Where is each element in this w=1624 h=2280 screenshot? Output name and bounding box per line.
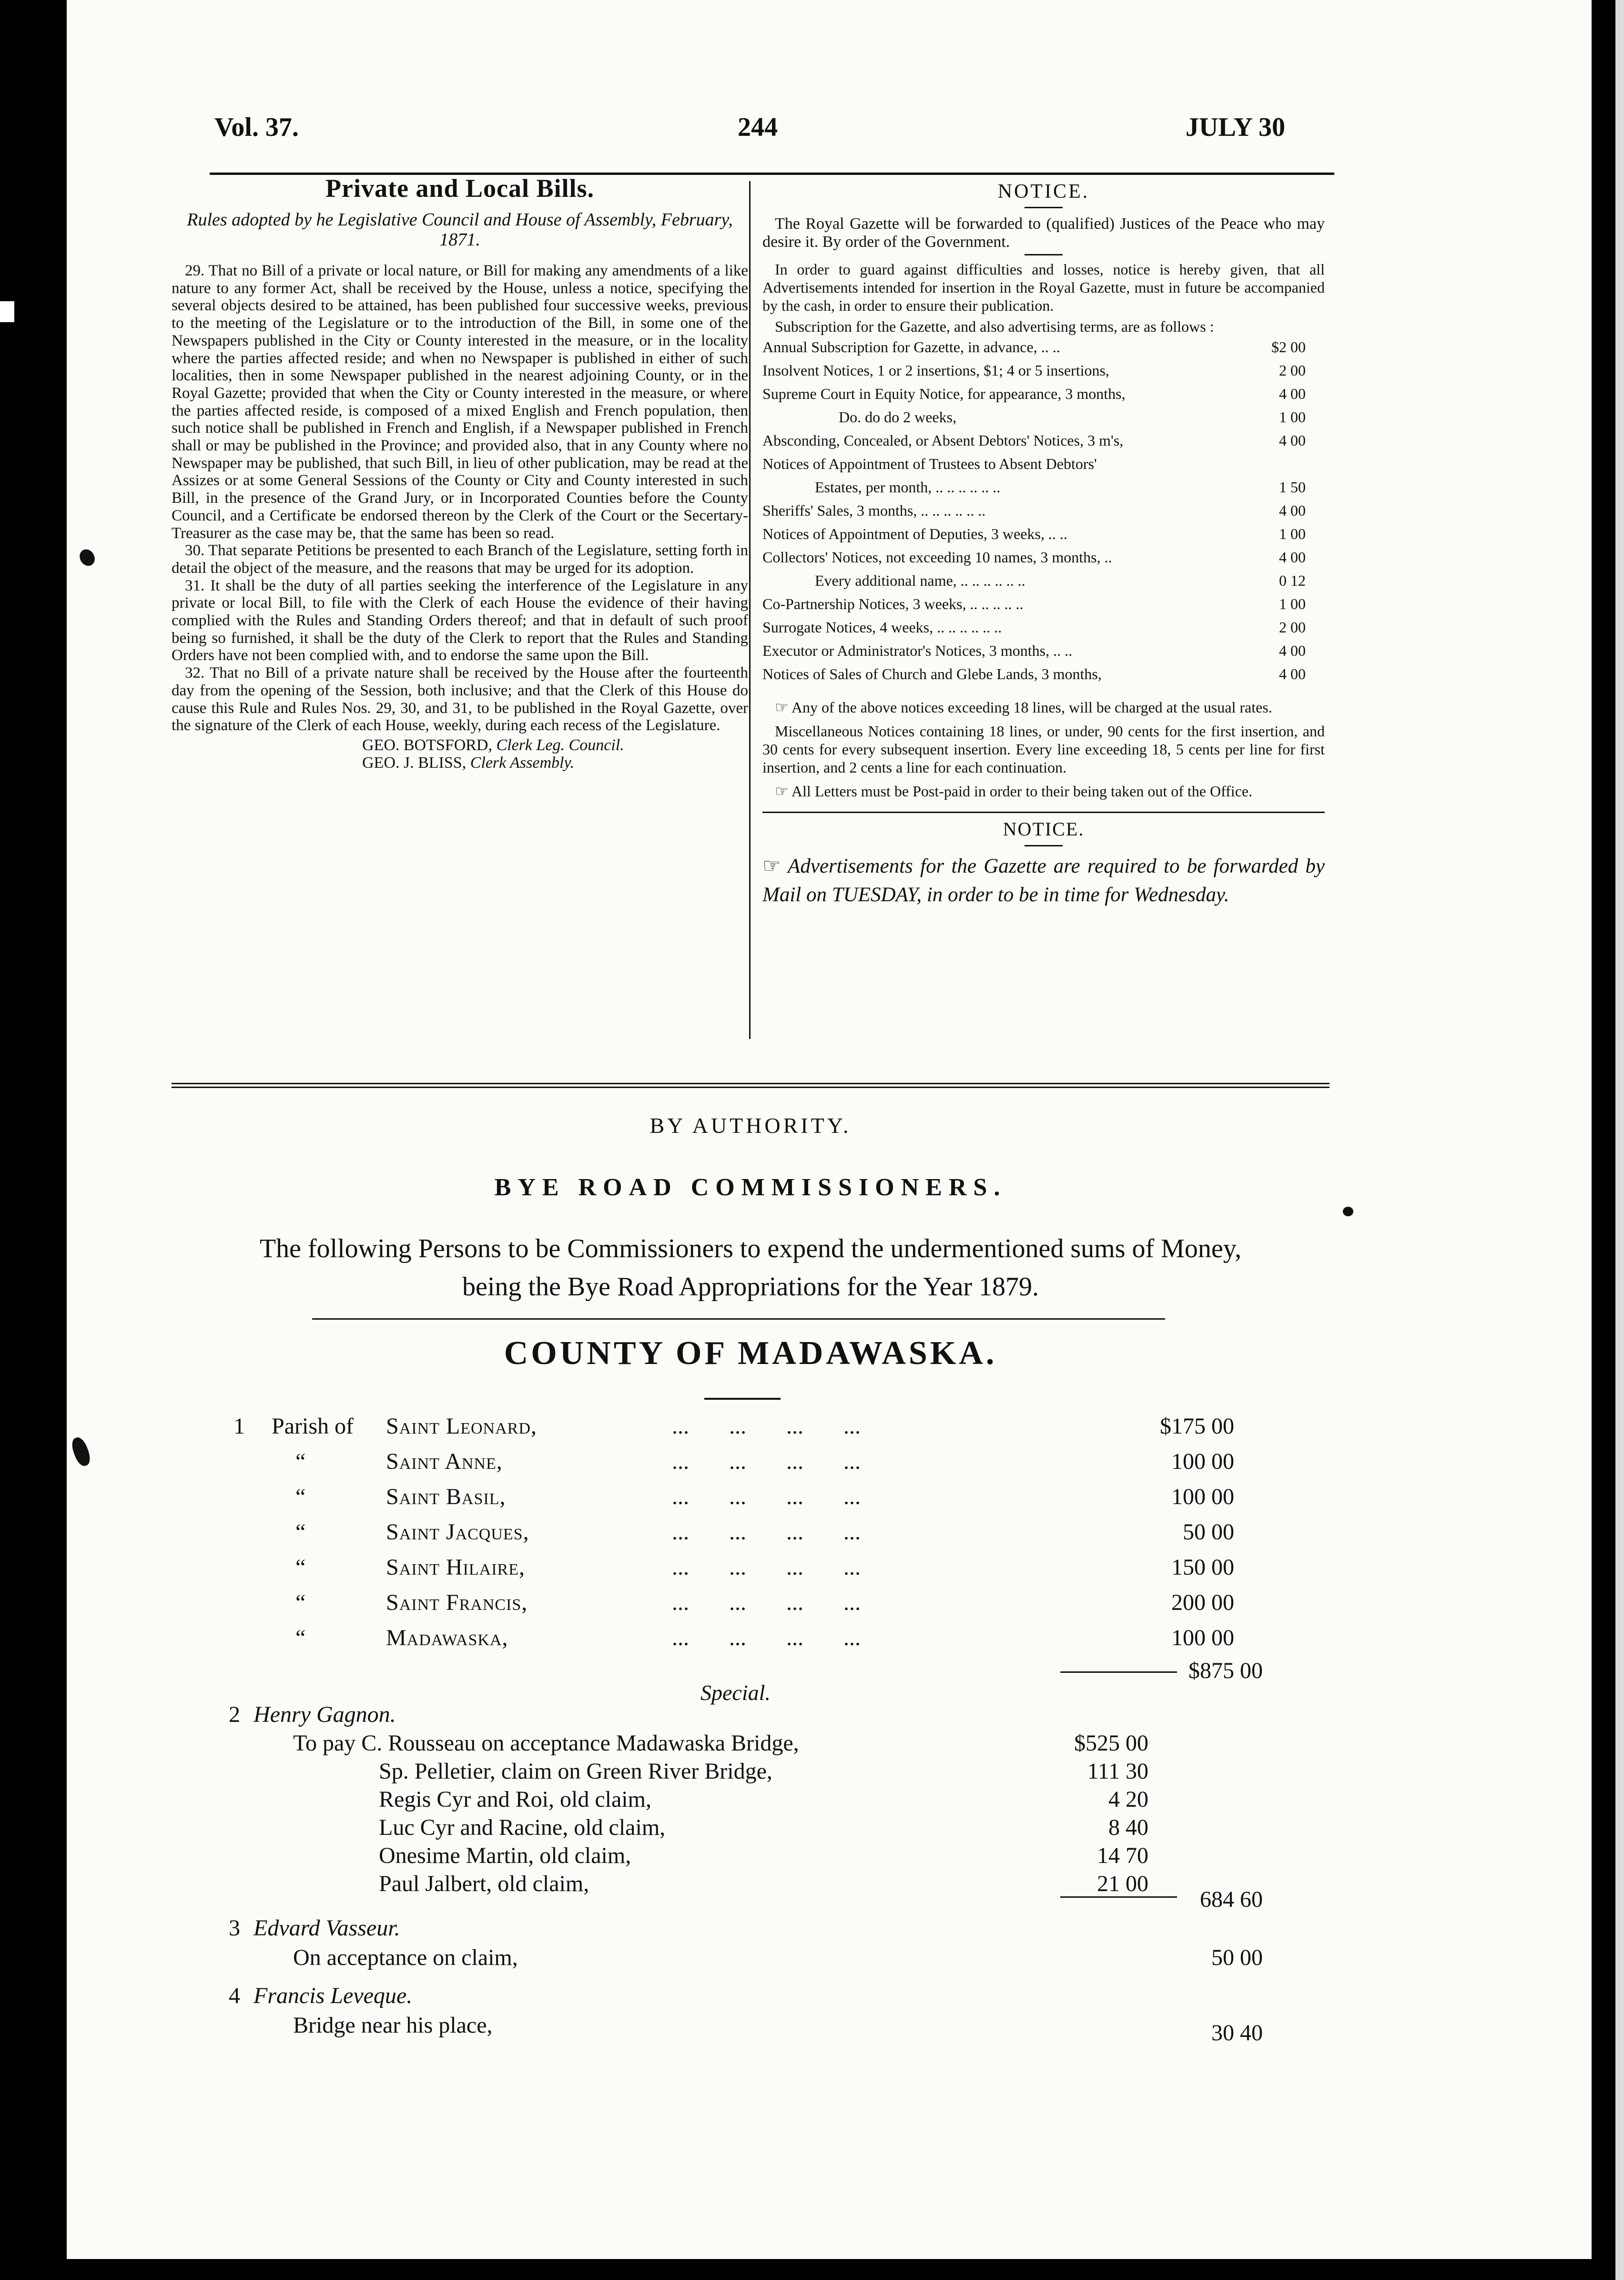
column-divider: [749, 181, 751, 1039]
entry-line: Onesime Martin, old claim, 14 70: [379, 1843, 1148, 1868]
rate-row: Supreme Court in Equity Notice, for appearance, 3 months, 4 00: [762, 385, 1306, 402]
right-edge-strip: [1615, 0, 1624, 2280]
notice-heading: NOTICE.: [997, 181, 1090, 203]
entry-line: Luc Cyr and Racine, old claim, 8 40: [379, 1815, 1148, 1840]
intro-rule: [312, 1318, 1165, 1320]
gagnon-subtotal-rule: [1060, 1896, 1177, 1898]
rule-30: 30. That separate Petitions be presented to each Branch of the Legislature, setting forth in detail the object of the measure, and the reasons that may be urged for its adoption.: [172, 542, 748, 577]
leader-dots: ... ... ... ...: [672, 1590, 861, 1615]
entry-line: Paul Jalbert, old claim, 21 00: [379, 1871, 1148, 1896]
rate-row: Insolvent Notices, 1 or 2 insertions, $1; 4 or 5 insertions, 2 00: [762, 362, 1306, 379]
list-item: [233, 1448, 1234, 1484]
ditto-mark: “: [295, 1625, 306, 1650]
entry-line: To pay C. Rousseau on acceptance Madawaska Bridge, $525 00: [293, 1730, 1148, 1756]
entry-line: On acceptance on claim, 50 00: [293, 1945, 1263, 1970]
rate-row: Co-Partnership Notices, 3 weeks, .. .. .. .. .. 1 00: [762, 595, 1306, 612]
rate-row: Notices of Appointment of Deputies, 3 weeks, .. .. 1 00: [762, 525, 1306, 542]
entry-heading: 2 Henry Gagnon.: [229, 1702, 396, 1727]
list-item: [233, 1589, 1234, 1625]
entry-line: Sp. Pelletier, claim on Green River Bridge, 111 30: [379, 1759, 1148, 1784]
misc-notices: Miscellaneous Notices containing 18 lines, or under, 90 cents for the first insertion, and 30 cents for every subsequent insertion. Every line exceeding 18, 5 cents per line for first insertion, and 2 cents a line for each continuation.: [762, 723, 1325, 776]
parish-name: Saint Anne,: [386, 1449, 503, 1474]
county-heading: COUNTY OF MADAWASKA.: [504, 1335, 997, 1372]
list-item: [233, 1519, 1234, 1554]
parish-amount: 100 00: [1171, 1625, 1234, 1650]
ditto-mark: “: [295, 1484, 306, 1509]
entry-heading: 4 Francis Leveque.: [229, 1983, 413, 2008]
section-subtitle: Rules adopted by he Legislative Council and House of Assembly, February, 1871.: [187, 210, 733, 250]
parish-amount: $175 00: [1160, 1414, 1234, 1439]
ditto-mark: “: [295, 1555, 306, 1580]
parish-name: Madawaska,: [386, 1625, 508, 1650]
county-underline: [704, 1398, 781, 1400]
parish-name: Saint Basil,: [386, 1484, 506, 1509]
section-rule-upper: [172, 1083, 1330, 1084]
page-number: 244: [738, 112, 778, 142]
entry-edvard-vasseur: [229, 1915, 1263, 1973]
rate-row: Absconding, Concealed, or Absent Debtors' Notices, 3 m's, 4 00: [762, 432, 1306, 449]
rate-row: Estates, per month, .. .. .. .. .. .. 1 50: [815, 478, 1306, 496]
pointing-hand-icon: ☞: [775, 783, 789, 800]
notice-separator-rule: [762, 812, 1325, 813]
pointing-hand-icon: ☞: [775, 699, 789, 716]
commissioners-intro: The following Persons to be Commissioners to expend the undermentioned sums of Money, being the Bye Road Appropriations for the Year 1879.: [259, 1234, 1242, 1302]
ditto-mark: “: [295, 1590, 306, 1615]
entry-henry-gagnon: [229, 1701, 1263, 1899]
parish-amount: 100 00: [1171, 1449, 1234, 1474]
list-item: [233, 1625, 1234, 1660]
entry-heading: 3 Edvard Vasseur.: [229, 1915, 400, 1941]
item-number: 1: [233, 1414, 245, 1439]
issue-date: JULY 30: [1186, 112, 1286, 142]
parish-prefix: Parish of: [272, 1414, 354, 1439]
leader-dots: ... ... ... ...: [672, 1414, 861, 1439]
by-authority-label: BY AUTHORITY.: [650, 1113, 852, 1138]
parish-name: Saint Hilaire,: [386, 1555, 525, 1580]
rate-row: Collectors' Notices, not exceeding 10 names, 3 months, .. 4 00: [762, 549, 1306, 566]
special-label: Special.: [700, 1680, 771, 1705]
notice-body: [762, 215, 1325, 336]
leader-dots: ... ... ... ...: [672, 1519, 861, 1545]
volume-label: Vol. 37.: [214, 112, 299, 142]
left-column: [172, 173, 748, 772]
notice-paragraph-gazette: The Royal Gazette will be forwarded to (qualified) Justices of the Peace who may desire it. By order of the Government.: [762, 215, 1325, 251]
list-item: [233, 1413, 1234, 1448]
signature-bliss: GEO. J. BLISS, Clerk Assembly.: [362, 753, 575, 772]
leader-dots: ... ... ... ...: [672, 1555, 861, 1580]
bye-road-heading: BYE ROAD COMMISSIONERS.: [494, 1174, 1007, 1201]
leader-dots: ... ... ... ...: [672, 1625, 861, 1650]
notice-divider: [1025, 254, 1063, 255]
leader-dots: ... ... ... ...: [672, 1484, 861, 1509]
rule-31: 31. It shall be the duty of all parties seeking the interference of the Legislature in any private or local Bill, to file with the Clerk of each House the evidence of their having complied with the Rules and Standing Orders thereof; and that in default of such proof being so furnished, it shall be the duty of the Clerk to report that the Rules and Standing Orders have not been complied with, and to endorse the same upon the Bill.: [172, 577, 748, 664]
notice-paragraph-cash: In order to guard against difficulties and losses, notice is hereby given, that all Advertisements intended for insertion in the Royal Gazette, must in future be accompanied by the cash, in order to ensure their publication.: [762, 261, 1325, 314]
list-item: [233, 1554, 1234, 1589]
parish-name: Saint Francis,: [386, 1590, 528, 1615]
ditto-mark: “: [295, 1519, 306, 1545]
notice-underline: [1025, 207, 1063, 208]
rule-32: 32. That no Bill of a private nature shall be received by the House after the fourteenth day from the opening of the Session, both inclusive; and that the Clerk of this House do cause this Rule and Rules Nos. 29, 30, and 31, to be published in the Royal Gazette, over the signature of the Clerk of each House, weekly, during each recess of the Legislature.: [172, 664, 748, 734]
section-title: Private and Local Bills.: [325, 174, 594, 203]
rule-29: 29. That no Bill of a private or local nature, or Bill for making any amendments of a like nature to any former Act, shall be received by the House, unless a notice, specifying the several objects desired to be attained, has been published four successive weeks, previous to the meeting of the Legislature or to the introduction of the Bill, in some one of the Newspapers published in the City or County interested in the measure, or in the locality where the parties affected reside; and when no Newspaper is published in either of such localities, then in some Newspaper published in the nearest adjoining County, or in the Royal Gazette; provided that when the City or County interested in the measure, or where the parties affected reside, is composed of a mixed English and French population, then such notice shall be published in French and English, if a Newspaper published in French shall or may be published in the Province; and provided also, that in any County where no Newspaper may be published, that such Bill, in lieu of other publication, may be read at the Assizes or at some General Sessions of the County or City and County interested in such Bill, in the presence of the Grand Jury, or in Incorporated Counties before the County Council, and a Certificate be endorsed thereon by the Clerk of the Court or the Secertary-Treasurer as the case may be, that the same has been so read.: [172, 262, 748, 542]
parish-amount: 100 00: [1171, 1484, 1234, 1509]
entry-line: Regis Cyr and Roi, old claim, 4 20: [379, 1787, 1148, 1812]
signature-botsford: GEO. BOTSFORD, Clerk Leg. Council.: [362, 736, 624, 754]
leader-dots: ... ... ... ...: [672, 1449, 861, 1474]
entry-line: Bridge near his place, 30 40: [293, 2013, 1263, 2046]
signature-block: [172, 736, 748, 772]
notice2-heading: NOTICE.: [1003, 818, 1085, 840]
rate-row: Executor or Administrator's Notices, 3 months, .. .. 4 00: [762, 642, 1306, 659]
list-item: [233, 1484, 1234, 1519]
rate-row: Surrogate Notices, 4 weeks, .. .. .. .. .. .. 2 00: [762, 619, 1306, 636]
pointing-hand-icon: ☞: [762, 855, 781, 877]
parish-amount: 150 00: [1171, 1555, 1234, 1580]
parish-subtotal-rule: [1060, 1671, 1177, 1673]
note-exceeding-lines: ☞ Any of the above notices exceeding 18 lines, will be charged at the usual rates.: [775, 699, 1272, 716]
rates-notes: [762, 698, 1325, 800]
rates-table: [762, 338, 1315, 689]
parish-amount: 200 00: [1171, 1590, 1234, 1615]
gagnon-total: 684 60: [1200, 1887, 1263, 1912]
notice2-underline: [1025, 845, 1063, 846]
rate-row: Do. do do 2 weeks, 1 00: [839, 408, 1306, 426]
parish-name: Saint Jacques,: [386, 1519, 529, 1545]
entry-francis-leveque: [229, 1983, 1263, 2046]
rate-row: Notices of Appointment of Trustees to Absent Debtors': [762, 455, 1097, 472]
rate-row: Sheriffs' Sales, 3 months, .. .. .. .. .. .. 4 00: [762, 502, 1306, 519]
note-post-paid: ☞ All Letters must be Post-paid in order to their being taken out of the Office.: [775, 783, 1253, 800]
rate-row: Notices of Sales of Church and Glebe Lands, 3 months, 4 00: [762, 665, 1306, 682]
ink-blot: [1343, 1207, 1353, 1216]
rate-row: Annual Subscription for Gazette, in advance, .. .. $2 00: [762, 338, 1306, 356]
parish-amount: 50 00: [1183, 1519, 1234, 1545]
rules-text: [172, 262, 748, 734]
notice-paragraph-terms: Subscription for the Gazette, and also advertising terms, are as follows :: [775, 318, 1214, 335]
left-edge-mark: [0, 301, 14, 322]
parish-name: Saint Leonard,: [386, 1414, 537, 1439]
section-rule-lower: [172, 1087, 1330, 1088]
ditto-mark: “: [295, 1449, 306, 1474]
right-column: [762, 176, 1325, 909]
parish-total: $875 00: [1188, 1658, 1263, 1683]
rate-row: Every additional name, .. .. .. .. .. .. 0 12: [815, 572, 1306, 589]
notice2-body: ☞ Advertisements for the Gazette are required to be forwarded by Mail on TUESDAY, in order to be in time for Wednesday.: [762, 855, 1325, 906]
